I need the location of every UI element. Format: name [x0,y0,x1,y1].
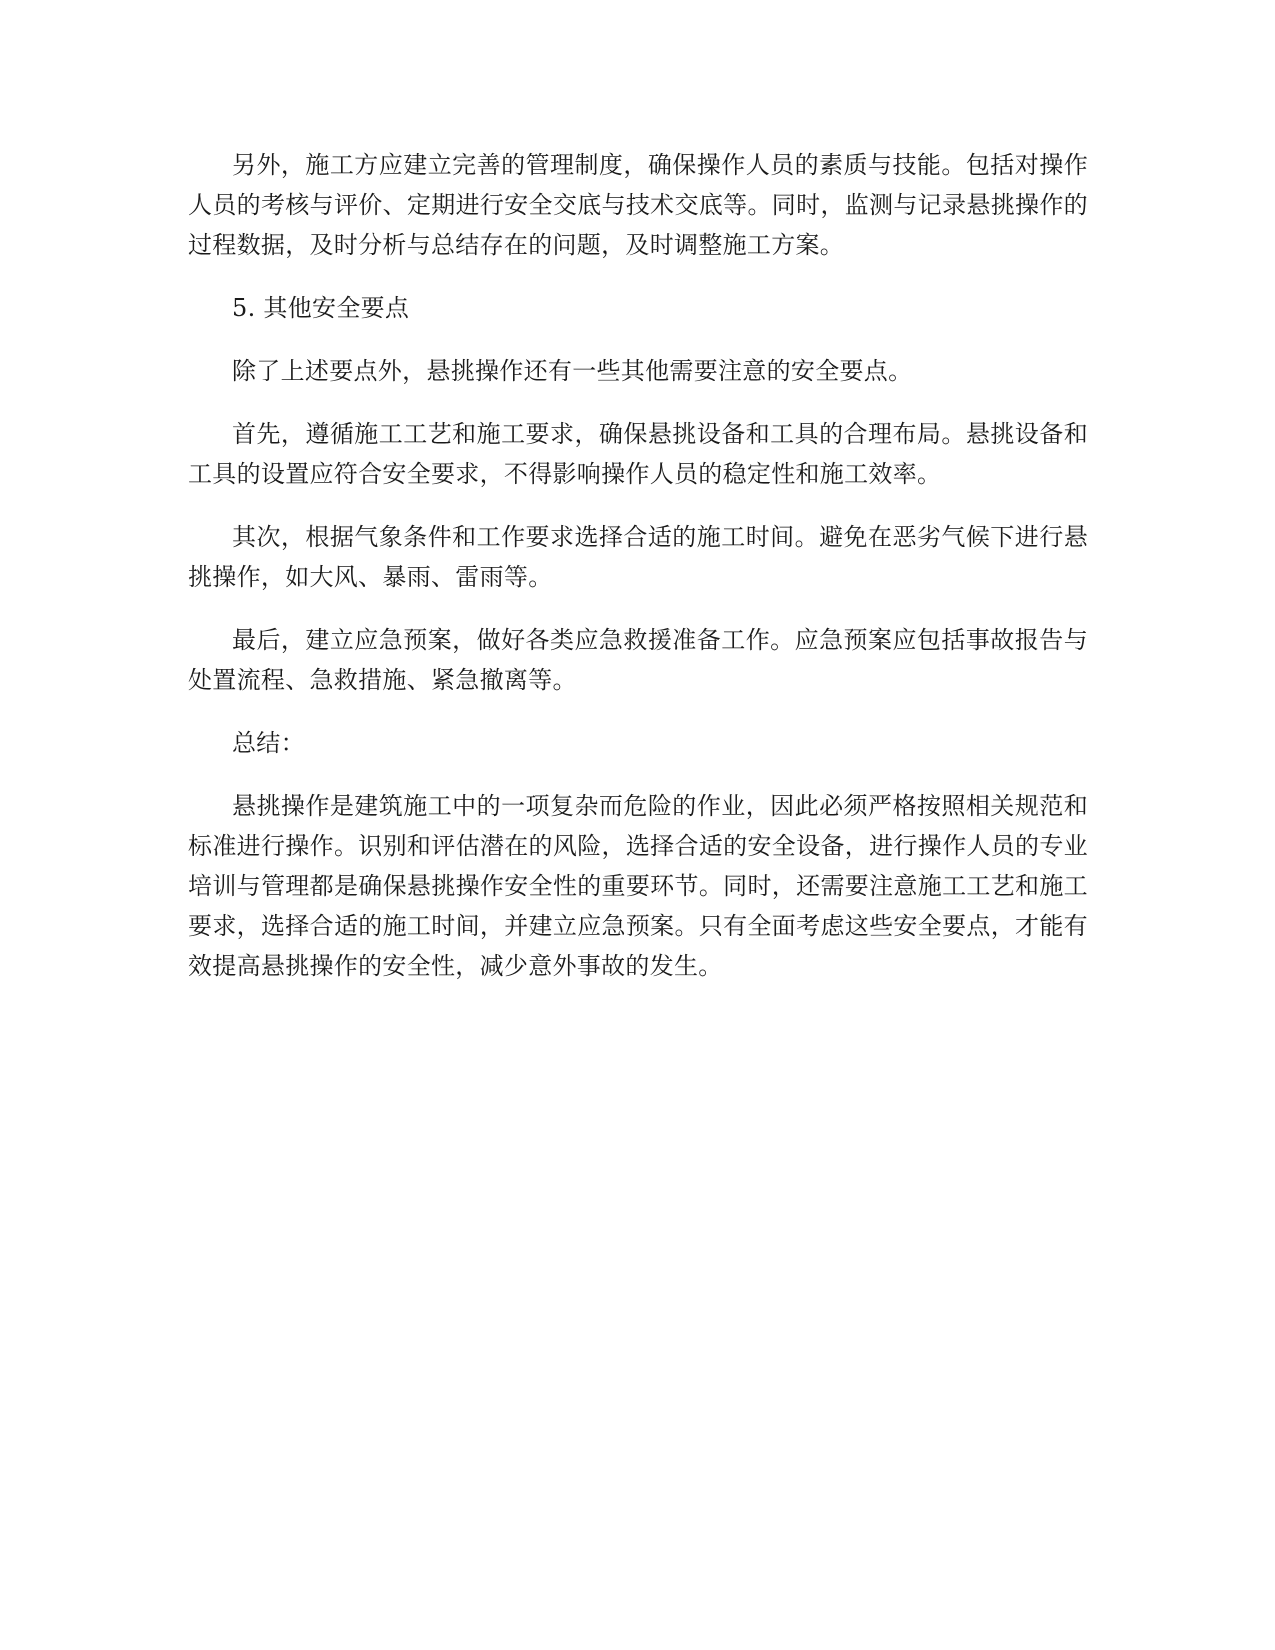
paragraph-other-points-intro: 除了上述要点外，悬挑操作还有一些其他需要注意的安全要点。 [232,357,913,385]
section-heading-other-safety-points: 5. 其他安全要点 [232,294,410,322]
paragraph-second-weather: 其次，根据气象条件和工作要求选择合适的施工时间。避免在恶劣气候下进行悬挑操作，如大风、暴雨、雷雨等。 [188,523,1088,591]
document-body [188,145,1088,1009]
paragraph-finally-emergency-plan: 最后，建立应急预案，做好各类应急救援准备工作。应急预案应包括事故报告与处置流程、急救措施、紧急撤离等。 [188,626,1088,694]
paragraph-first-layout: 首先，遵循施工工艺和施工要求，确保悬挑设备和工具的合理布局。悬挑设备和工具的设置应符合安全要求，不得影响操作人员的稳定性和施工效率。 [188,420,1088,488]
summary-heading: 总结： [232,729,305,757]
paragraph-summary: 悬挑操作是建筑施工中的一项复杂而危险的作业，因此必须严格按照相关规范和标准进行操作。识别和评估潜在的风险，选择合适的安全设备，进行操作人员的专业培训与管理都是确保悬挑操作安全性的重要环节。同时，还需要注意施工工艺和施工要求，选择合适的施工时间，并建立应急预案。只有全面考虑这些安全要点，才能有效提高悬挑操作的安全性，减少意外事故的发生。 [188,792,1088,980]
paragraph-management-system: 另外，施工方应建立完善的管理制度，确保操作人员的素质与技能。包括对操作人员的考核与评价、定期进行安全交底与技术交底等。同时，监测与记录悬挑操作的过程数据，及时分析与总结存在的问题，及时调整施工方案。 [188,151,1088,259]
